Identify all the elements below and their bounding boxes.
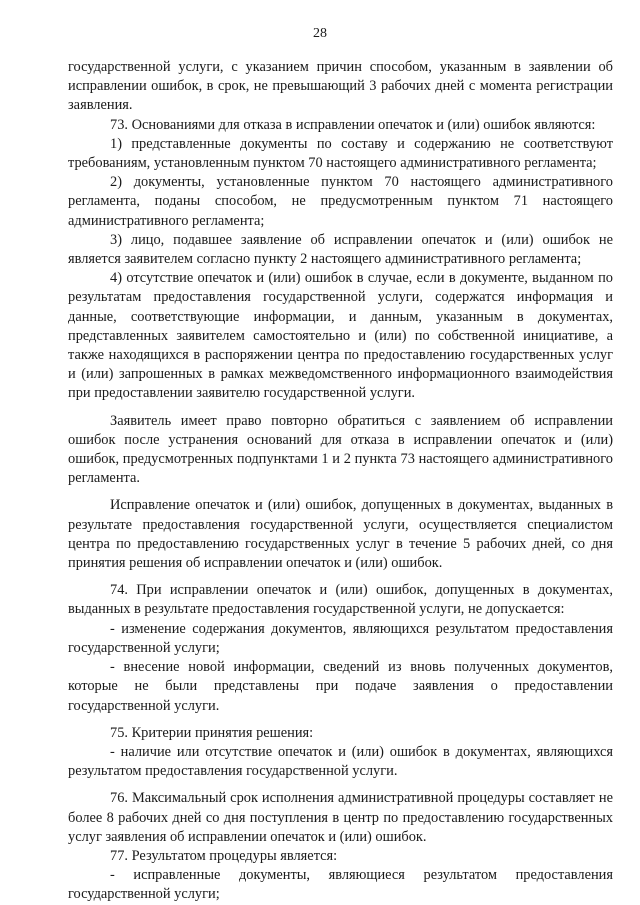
document-body	[68, 58, 613, 905]
paragraph-76: 76. Максимальный срок исполнения административной процедуры составляет не более 8 рабочих дней со дня поступления в центр по предоставлению государственных услуг заявления об исправлении опечаток и (или) ошибок.	[68, 790, 613, 845]
paragraph-73: 73. Основаниями для отказа в исправлении опечаток и (или) ошибок являются:	[110, 116, 596, 133]
paragraph-73-item-1: 1) представленные документы по составу и содержанию не соответствуют требованиям, установленным пунктом 70 настоящего административного регламента;	[68, 135, 613, 172]
paragraph-74: 74. При исправлении опечаток и (или) ошибок, допущенных в документах, выданных в результате предоставления государственной услуги, не допускается:	[68, 582, 613, 618]
paragraph-77: 77. Результатом процедуры является:	[110, 847, 338, 864]
paragraph-73-item-2: 2) документы, установленные пунктом 70 настоящего административного регламента, поданы способом, не предусмотренным пунктом 71 настоящего административного регламента;	[68, 174, 613, 229]
page-number: 28	[313, 26, 327, 41]
paragraph-73-item-4: 4) отсутствие опечаток и (или) ошибок в случае, если в документе, выданном по результатам предоставления государственной услуги, содержатся информация и данные, соответствующие информации, и данным, указанным в документах, представленных заявителем самостоятельно и (или) по собственной инициативе, а также находящихся в распоряжении центра по предоставлению государственных услуг и (или) запрошенных в рамках межведомственного информационного взаимодействия при предоставлении заявителю государственной услуги.	[68, 270, 613, 402]
paragraph-74-item-2: - внесение новой информации, сведений из вновь полученных документов, которые не были представлены при подаче заявления о предоставлении государственной услуги.	[68, 659, 613, 714]
paragraph-73-item-3: 3) лицо, подавшее заявление об исправлении опечаток и (или) ошибок не является заявителем согласно пункту 2 настоящего административного регламента;	[68, 231, 613, 268]
paragraph-75: 75. Критерии принятия решения:	[110, 724, 314, 741]
paragraph-74-item-1: - изменение содержания документов, являющихся результатом предоставления государственной услуги;	[68, 620, 613, 656]
paragraph-reapply: Заявитель имеет право повторно обратиться с заявлением об исправлении ошибок после устранения оснований для отказа в исправлении опечаток и (или) ошибок, предусмотренных подпунктами 1 и 2 пункта 73 настоящего административного регламента.	[68, 412, 613, 487]
paragraph-continuation: государственной услуги, с указанием причин способом, указанным в заявлении об исправлении ошибок, в срок, не превышающий 3 рабочих дней с момента регистрации заявления.	[68, 59, 613, 114]
paragraph-77-item: - исправленные документы, являющиеся результатом предоставления государственной услуги;	[68, 867, 613, 903]
paragraph-75-item: - наличие или отсутствие опечаток и (или) ошибок в документах, являющихся результатом предоставления государственной услуги.	[68, 743, 613, 780]
paragraph-correction: Исправление опечаток и (или) ошибок, допущенных в документах, выданных в результате предоставления государственной услуги, осуществляется специалистом центра по предоставлению государственных услуг в течение 5 рабочих дней, со дня принятия решения об исправлении опечаток и (или) ошибок.	[68, 497, 613, 572]
